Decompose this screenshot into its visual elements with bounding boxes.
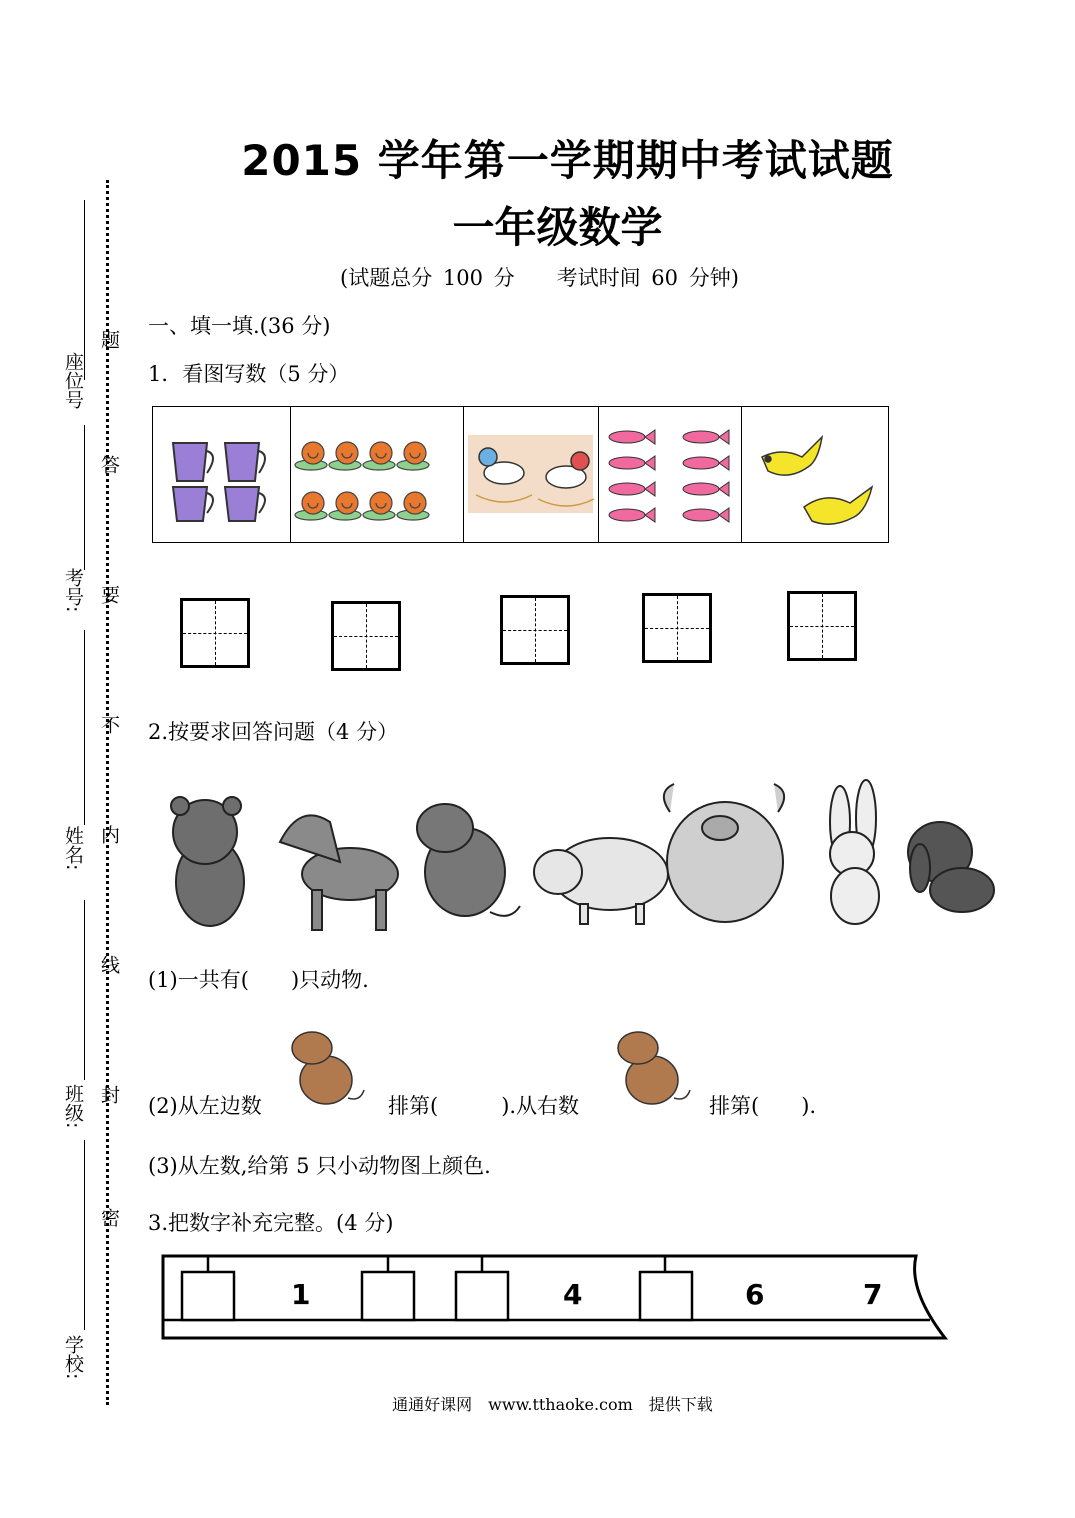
seal-char: 答 [98, 455, 120, 474]
q2-part2-c: 排第( ). [709, 1094, 817, 1118]
q1-label: 1．看图写数（5 分） [148, 362, 350, 386]
ruler-blank-box[interactable] [182, 1272, 234, 1320]
pig-icon [664, 784, 784, 922]
seal-char: 题 [98, 330, 120, 349]
exam-number-label: 考号: [62, 568, 84, 613]
class-label: 班级: [62, 1084, 84, 1129]
ruler-number: 7 [863, 1278, 883, 1311]
answer-box[interactable] [500, 595, 570, 665]
ruler-number: 1 [291, 1278, 311, 1311]
seal-char: 要 [98, 585, 120, 604]
answer-box[interactable] [642, 593, 712, 663]
cups-picture [153, 407, 291, 542]
seal-char: 不 [98, 715, 120, 734]
exam-title: 2015 学年第一学期期中考试试题 [241, 136, 894, 185]
seal-char: 线 [98, 955, 120, 974]
seal-char: 密 [98, 1208, 120, 1227]
answer-box[interactable] [180, 598, 250, 668]
sheep-icon [534, 838, 668, 924]
seal-char: 封 [98, 1085, 120, 1104]
school-label: 学校: [62, 1335, 84, 1380]
picture-table [152, 406, 889, 543]
q2-part1: (1)一共有( )只动物. [148, 968, 369, 992]
fish-picture [599, 407, 742, 542]
margin-line [84, 1140, 85, 1330]
seal-char: 内 [98, 825, 120, 844]
dog-icon [908, 822, 994, 912]
footer-note: 通通好课网 www.tthaoke.com 提供下载 [392, 1395, 713, 1414]
margin-line [84, 630, 85, 825]
q2-label: 2.按要求回答问题（4 分） [148, 720, 399, 744]
rabbit-icon [830, 780, 879, 924]
animals-picture [150, 762, 1010, 940]
q2-part2-a: (2)从左边数 [148, 1094, 262, 1118]
exam-info: (试题总分 100 分 考试时间 60 分钟) [340, 266, 739, 290]
cow-small-picture [278, 1022, 378, 1112]
seat-number-label: 座位号 [62, 352, 84, 409]
cow-small-picture [604, 1022, 704, 1112]
horse-icon [280, 815, 398, 930]
bear-icon [171, 797, 244, 926]
answer-box[interactable] [331, 601, 401, 671]
margin-line [84, 900, 85, 1080]
ruler-number: 6 [745, 1278, 765, 1311]
ruler-blank-box[interactable] [640, 1272, 692, 1320]
section-heading: 一、填一填.(36 分) [148, 314, 331, 338]
birds-picture [742, 407, 888, 542]
q2-part2-b: 排第( ).从右数 [388, 1094, 580, 1118]
snails-picture [291, 407, 464, 542]
number-ruler [160, 1250, 950, 1342]
answer-box[interactable] [787, 591, 857, 661]
exam-subject: 一年级数学 [452, 203, 663, 252]
name-label: 姓名: [62, 826, 84, 871]
ruler-blank-box[interactable] [362, 1272, 414, 1320]
q2-part3: (3)从左数,给第 5 只小动物图上颜色. [148, 1154, 491, 1178]
cow-icon [417, 804, 520, 916]
q3-label: 3.把数字补充完整。(4 分) [148, 1211, 394, 1235]
ruler-number: 4 [563, 1278, 583, 1311]
rocking-horses-picture [464, 407, 599, 542]
ruler-blank-box[interactable] [456, 1272, 508, 1320]
margin-line [84, 425, 85, 570]
